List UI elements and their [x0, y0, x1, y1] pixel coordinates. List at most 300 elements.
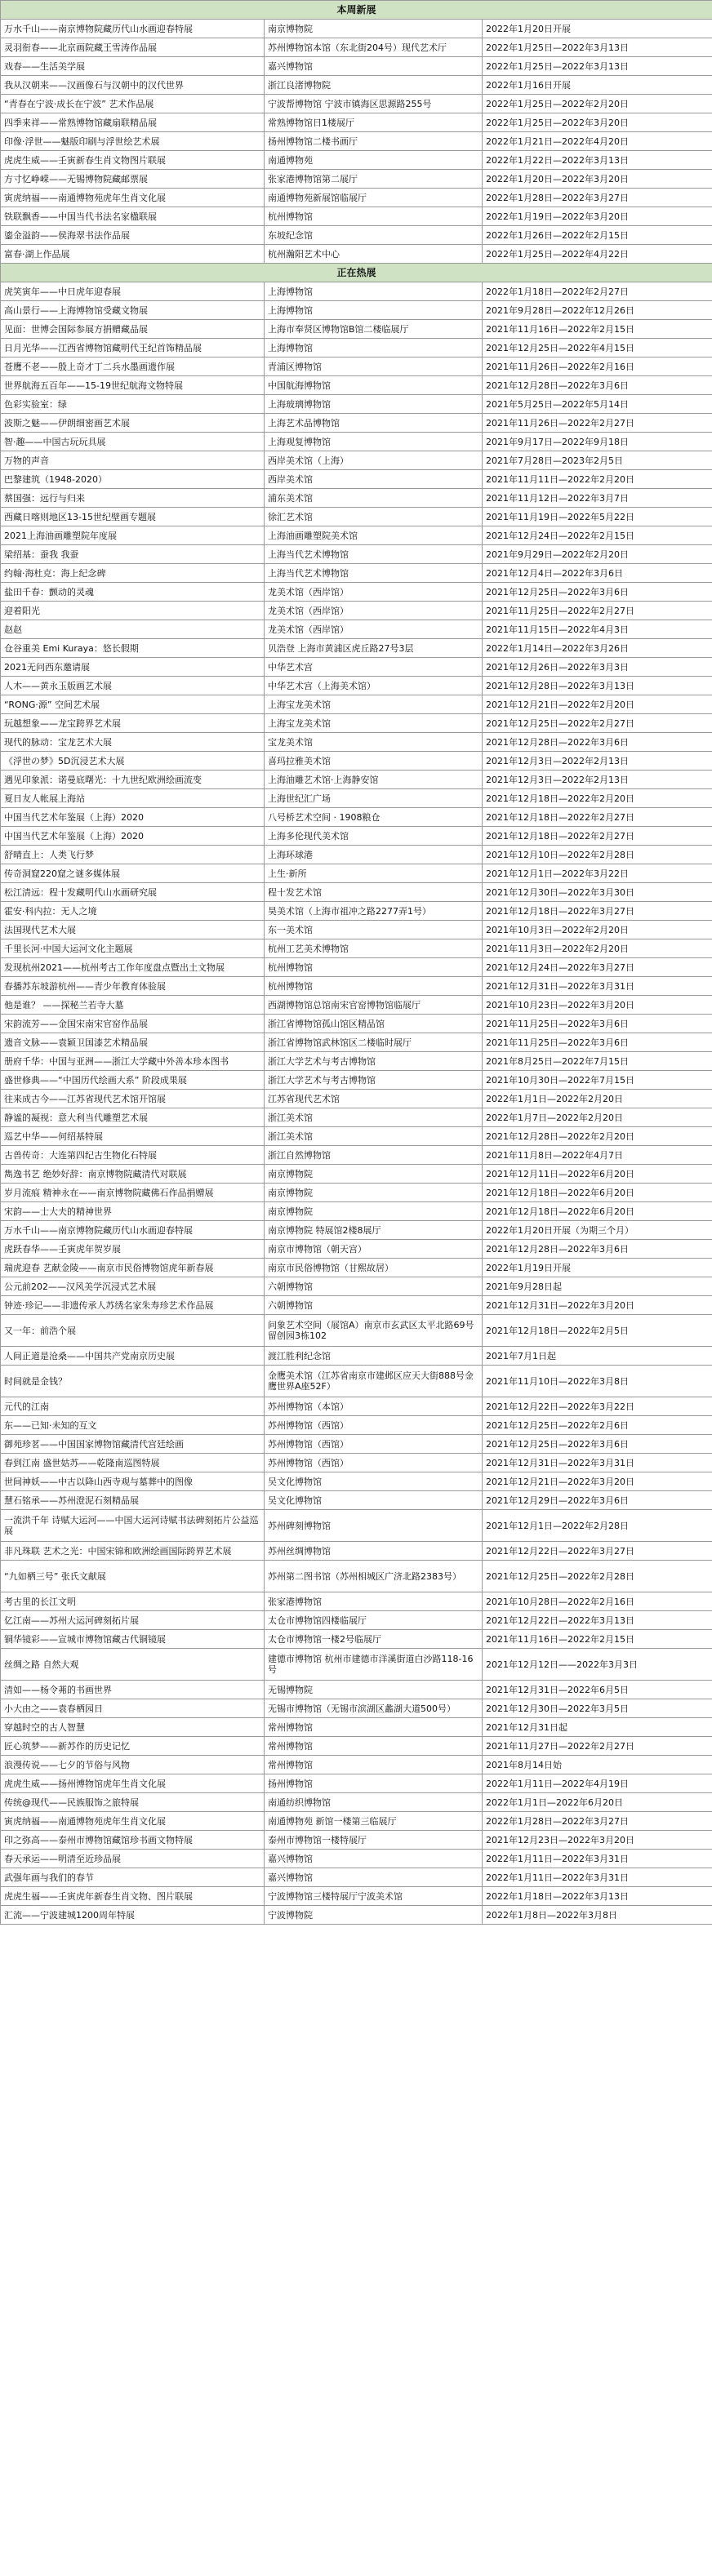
table-row — [1, 38, 712, 57]
venue-cell: 上海玻璃博物馆 — [265, 395, 483, 414]
venue-cell: 嘉兴博物馆 — [265, 1850, 483, 1868]
table-row — [1, 57, 712, 76]
exhibition-name-cell: 人间正道是沧桑——中国共产党南京历史展 — [1, 1347, 265, 1366]
date-cell: 2022年1月7日—2022年2月20日 — [483, 1108, 712, 1127]
venue-cell: 龙美术馆（西岸馆） — [265, 602, 483, 620]
exhibition-name-cell: 汇流——宁波建城1200周年特展 — [1, 1906, 265, 1925]
venue-cell: 东一美术馆 — [265, 921, 483, 939]
date-cell: 2021年12月29日—2022年3月6日 — [483, 1491, 712, 1510]
table-row — [1, 433, 712, 451]
date-cell: 2022年1月26日—2022年2月15日 — [483, 226, 712, 245]
table-row — [1, 789, 712, 808]
venue-cell: 六朝博物馆 — [265, 1296, 483, 1315]
venue-cell: 上海博物馆 — [265, 339, 483, 358]
table-row — [1, 1472, 712, 1491]
date-cell: 2022年1月11日—2022年4月19日 — [483, 1774, 712, 1793]
date-cell: 2021年12月28日—2022年2月20日 — [483, 1127, 712, 1146]
venue-cell: 徐汇艺术馆 — [265, 508, 483, 526]
date-cell: 2022年1月19日开展 — [483, 1259, 712, 1277]
date-cell: 2021年11月11日—2022年2月20日 — [483, 470, 712, 489]
venue-cell: 浙江省博物馆孤山馆区精品馆 — [265, 1015, 483, 1033]
date-cell: 2021年11月26日—2022年2月27日 — [483, 414, 712, 433]
date-cell: 2021年12月31日—2022年6月5日 — [483, 1681, 712, 1699]
table-row — [1, 339, 712, 358]
table-row — [1, 1510, 712, 1542]
date-cell: 2022年1月25日—2022年3月20日 — [483, 113, 712, 132]
venue-cell: 东坡纪念馆 — [265, 226, 483, 245]
date-cell: 2021年11月25日—2022年2月27日 — [483, 602, 712, 620]
exhibition-name-cell: 公元前202——汉风美学沉浸式艺术展 — [1, 1277, 265, 1296]
table-row — [1, 620, 712, 639]
table-row — [1, 1397, 712, 1416]
table-row — [1, 1542, 712, 1561]
table-row — [1, 1630, 712, 1649]
exhibition-name-cell: 册府千华：中国与亚洲——浙江大学藏中外善本珍本图书 — [1, 1052, 265, 1071]
exhibition-name-cell: 他是谁？ ——探秘兰若寺大墓 — [1, 996, 265, 1015]
date-cell: 2021年7月28日—2023年2月5日 — [483, 451, 712, 470]
venue-cell: 喜玛拉雅美术馆 — [265, 752, 483, 771]
venue-cell: 浙江良渚博物院 — [265, 76, 483, 95]
table-row — [1, 771, 712, 789]
venue-cell: 浙江大学艺术与考古博物馆 — [265, 1052, 483, 1071]
exhibition-name-cell: 印之弥高——泰州市博物馆藏馆珍书画文物特展 — [1, 1831, 265, 1850]
exhibition-name-cell: 匠心筑梦——新苏作的历史记忆 — [1, 1737, 265, 1756]
exhibition-name-cell: 万水千山——南京博物院藏历代山水画迎春特展 — [1, 1221, 265, 1240]
date-cell: 2021年11月26日—2022年2月16日 — [483, 358, 712, 376]
venue-cell: 泰州市博物馆一楼特展厅 — [265, 1831, 483, 1850]
venue-cell: 上海市奉贤区博物馆B馆二楼临展厅 — [265, 320, 483, 339]
exhibition-name-cell: 穿越时空的古人智慧 — [1, 1718, 265, 1737]
venue-cell: 苏州博物馆（本馆） — [265, 1397, 483, 1416]
exhibition-name-cell: 仓谷重美 Emi Kuraya：悠长假期 — [1, 639, 265, 658]
table-row — [1, 752, 712, 771]
venue-cell: 常州博物馆 — [265, 1737, 483, 1756]
exhibition-name-cell: 我从汉朝来——汉画像石与汉朝中的汉代世界 — [1, 76, 265, 95]
exhibition-name-cell: 盛世修典——“中国历代绘画大系” 阶段成果展 — [1, 1071, 265, 1090]
venue-cell: 上海宝龙美术馆 — [265, 695, 483, 714]
venue-cell: 上海油画雕塑院美术馆 — [265, 526, 483, 545]
table-row — [1, 939, 712, 958]
table-row — [1, 602, 712, 620]
table-row — [1, 170, 712, 189]
date-cell: 2022年1月18日—2022年2月27日 — [483, 282, 712, 301]
date-cell: 2021年11月15日—2022年4月3日 — [483, 620, 712, 639]
exhibition-name-cell: 人木——黄永玉版画艺术展 — [1, 677, 265, 695]
table-row — [1, 508, 712, 526]
venue-cell: 太仓市博物馆一楼2号临展厅 — [265, 1630, 483, 1649]
exhibition-name-cell: 舒晴直上：人类飞行梦 — [1, 846, 265, 864]
table-row — [1, 1366, 712, 1397]
date-cell: 2021年8月14日始 — [483, 1756, 712, 1774]
venue-cell: 南京博物院 特展馆2楼8展厅 — [265, 1221, 483, 1240]
date-cell: 2021年11月3日—2022年2月20日 — [483, 939, 712, 958]
table-row — [1, 1718, 712, 1737]
exhibition-name-cell: 东——已知·未知的互文 — [1, 1416, 265, 1435]
venue-cell: 苏州第二图书馆（苏州相城区广济北路2383号） — [265, 1561, 483, 1592]
venue-cell: 上生·新所 — [265, 864, 483, 883]
exhibition-name-cell: 巴黎建筑（1948-2020） — [1, 470, 265, 489]
table-row — [1, 76, 712, 95]
date-cell: 2021年9月28日起 — [483, 1277, 712, 1296]
exhibition-name-cell: 宋韵——士大夫的精神世界 — [1, 1202, 265, 1221]
date-cell: 2022年1月18日—2022年3月13日 — [483, 1887, 712, 1906]
table-row — [1, 1561, 712, 1592]
exhibition-name-cell: 雋逸书艺 绝妙好辞：南京博物院藏清代对联展 — [1, 1165, 265, 1184]
date-cell: 2021年12月28日—2022年3月6日 — [483, 376, 712, 395]
venue-cell: 杭州博物馆 — [265, 958, 483, 977]
exhibition-name-cell: 迎着阳光 — [1, 602, 265, 620]
venue-cell: 西岸美术馆（上海） — [265, 451, 483, 470]
table-row — [1, 1108, 712, 1127]
venue-cell: 昊美术馆（上海市祖冲之路2277弄1号） — [265, 902, 483, 921]
exhibition-name-cell: 霍安·科内拉：无人之境 — [1, 902, 265, 921]
table-row — [1, 883, 712, 902]
table-row — [1, 151, 712, 170]
date-cell: 2021年12月18日—2022年6月20日 — [483, 1184, 712, 1202]
table-row — [1, 1435, 712, 1454]
exhibition-name-cell: 世间神妖——中古以降山西寺观与墓葬中的图像 — [1, 1472, 265, 1491]
date-cell: 2021年12月28日—2022年3月13日 — [483, 677, 712, 695]
table-row — [1, 1315, 712, 1347]
venue-cell: 嘉兴博物馆 — [265, 57, 483, 76]
exhibition-name-cell: 现代的脉动：宝龙艺术大展 — [1, 733, 265, 752]
table-row — [1, 1592, 712, 1611]
date-cell: 2021年11月10日—2022年3月8日 — [483, 1366, 712, 1397]
table-row — [1, 1774, 712, 1793]
table-row — [1, 1906, 712, 1925]
venue-cell: 上海环球港 — [265, 846, 483, 864]
exhibition-name-cell: 武强年画与我们的春节 — [1, 1868, 265, 1887]
venue-cell: 杭州工艺美术博物馆 — [265, 939, 483, 958]
venue-cell: 苏州博物馆（西馆） — [265, 1435, 483, 1454]
table-row — [1, 1649, 712, 1681]
exhibition-name-cell: 宋韵流芳——金国宋南宋官窑作品展 — [1, 1015, 265, 1033]
table-row — [1, 827, 712, 846]
table-row — [1, 864, 712, 883]
date-cell: 2021年10月23日—2022年3月20日 — [483, 996, 712, 1015]
date-cell: 2022年1月11日—2022年3月31日 — [483, 1850, 712, 1868]
table-row — [1, 1015, 712, 1033]
date-cell: 2022年1月19日—2022年3月20日 — [483, 207, 712, 226]
date-cell: 2021年5月25日—2022年5月14日 — [483, 395, 712, 414]
exhibition-name-cell: 苍鹰不老——殷上奇才丁二兵水墨画遗作展 — [1, 358, 265, 376]
table-row — [1, 714, 712, 733]
table-row — [1, 1240, 712, 1259]
exhibition-name-cell: 铜华镜彩——宣城市博物馆藏古代铜镜展 — [1, 1630, 265, 1649]
exhibition-name-cell: 时间就是金钱？ — [1, 1366, 265, 1397]
venue-cell: 上海艺术品博物馆 — [265, 414, 483, 433]
venue-cell: 宁波帮博物馆 宁波市镇海区思源路255号 — [265, 95, 483, 113]
exhibition-name-cell: 传奇洞窟220窟之谜多媒体展 — [1, 864, 265, 883]
venue-cell: 浙江美术馆 — [265, 1127, 483, 1146]
venue-cell: 南京市博物馆（朝天宫） — [265, 1240, 483, 1259]
table-row — [1, 376, 712, 395]
date-cell: 2021年12月1日—2022年2月28日 — [483, 1510, 712, 1542]
exhibition-name-cell: 世界航海五百年——15-19世纪航海文物特展 — [1, 376, 265, 395]
venue-cell: 宝龙美术馆 — [265, 733, 483, 752]
exhibition-name-cell: 清如——杨令茀的书画世界 — [1, 1681, 265, 1699]
exhibition-name-cell: 约翰·海杜克：海上纪念碑 — [1, 564, 265, 583]
date-cell: 2021年12月23日—2022年3月20日 — [483, 1831, 712, 1850]
exhibition-name-cell: 高山景行——上海博物馆受藏文物展 — [1, 301, 265, 320]
table-row — [1, 639, 712, 658]
venue-cell: 上海当代艺术博物馆 — [265, 545, 483, 564]
date-cell: 2021年11月25日—2022年3月6日 — [483, 1033, 712, 1052]
table-row — [1, 1090, 712, 1108]
venue-cell: 江苏省现代艺术馆 — [265, 1090, 483, 1108]
table-row — [1, 1416, 712, 1435]
venue-cell: 宁波博物馆三楼特展厅宁波美术馆 — [265, 1887, 483, 1906]
venue-cell: 南通博物苑新展馆临展厅 — [265, 189, 483, 207]
date-cell: 2021年10月30日—2022年7月15日 — [483, 1071, 712, 1090]
venue-cell: 南通博物苑 新馆一楼第三临展厅 — [265, 1812, 483, 1831]
date-cell: 2021年12月3日—2022年2月13日 — [483, 771, 712, 789]
date-cell: 2021年12月31日起 — [483, 1718, 712, 1737]
date-cell: 2022年1月21日—2022年4月20日 — [483, 132, 712, 151]
exhibition-name-cell: 《浮世の梦》5D沉浸艺术大展 — [1, 752, 265, 771]
date-cell: 2022年1月8日—2022年3月8日 — [483, 1906, 712, 1925]
date-cell: 2021年12月4日—2022年3月6日 — [483, 564, 712, 583]
date-cell: 2021年8月25日—2022年7月15日 — [483, 1052, 712, 1071]
venue-cell: 苏州碑刻博物馆 — [265, 1510, 483, 1542]
table-row — [1, 1221, 712, 1240]
exhibition-name-cell: 千里长河·中国大运河文化主题展 — [1, 939, 265, 958]
exhibition-name-cell: 钟迹·珍记——非遗传承人苏绣名家朱寿珍艺术作品展 — [1, 1296, 265, 1315]
date-cell: 2021年9月28日—2022年12月26日 — [483, 301, 712, 320]
date-cell: 2021年11月8日—2022年4月7日 — [483, 1146, 712, 1165]
exhibition-name-cell: 岁月流痕 精神永在——南京博物院藏佛石作品捐赠展 — [1, 1184, 265, 1202]
exhibition-name-cell: 梁绍基：蚕我 我蚕 — [1, 545, 265, 564]
table-row — [1, 1033, 712, 1052]
table-row — [1, 1491, 712, 1510]
section-header — [1, 264, 712, 282]
venue-cell: 八号桥艺术空间 · 1908粮仓 — [265, 808, 483, 827]
venue-cell: 扬州博物馆 — [265, 1774, 483, 1793]
table-row — [1, 545, 712, 564]
table-row — [1, 1146, 712, 1165]
exhibition-name-cell: 往来成古今——江苏省现代艺术馆开馆展 — [1, 1090, 265, 1108]
date-cell: 2021年12月24日—2022年2月15日 — [483, 526, 712, 545]
venue-cell: 贝浩登 上海市黄浦区虎丘路27号3层 — [265, 639, 483, 658]
date-cell: 2021年11月27日—2022年2月27日 — [483, 1737, 712, 1756]
date-cell: 2022年1月20日—2022年3月20日 — [483, 170, 712, 189]
date-cell: 2022年1月25日—2022年3月13日 — [483, 57, 712, 76]
exhibition-table-body — [1, 1, 712, 1925]
date-cell: 2021年12月24日—2022年3月27日 — [483, 958, 712, 977]
table-row — [1, 1831, 712, 1850]
exhibition-name-cell: 方寸忆峥嵘——无锡博物院藏邮票展 — [1, 170, 265, 189]
table-row — [1, 1454, 712, 1472]
date-cell: 2021年12月22日—2022年3月13日 — [483, 1611, 712, 1630]
venue-cell: 南京博物院 — [265, 1165, 483, 1184]
table-row — [1, 583, 712, 602]
table-row — [1, 1793, 712, 1812]
table-row — [1, 1184, 712, 1202]
exhibition-name-cell: “青春在宁波·成长在宁波” 艺术作品展 — [1, 95, 265, 113]
table-row — [1, 132, 712, 151]
exhibition-name-cell: 戏春——生活美学展 — [1, 57, 265, 76]
table-row — [1, 1699, 712, 1718]
venue-cell: 无锡市博物馆（无锡市滨湖区蠡湖大道500号） — [265, 1699, 483, 1718]
table-row — [1, 414, 712, 433]
exhibition-name-cell: 虎虎生威——扬州博物馆虎年生肖文化展 — [1, 1774, 265, 1793]
table-row — [1, 1165, 712, 1184]
exhibition-name-cell: 印像·浮世——魅版印刷与浮世绘艺术展 — [1, 132, 265, 151]
exhibition-name-cell: 又一年：前浩个展 — [1, 1315, 265, 1347]
table-row — [1, 1737, 712, 1756]
venue-cell: 龙美术馆（西岸馆） — [265, 620, 483, 639]
date-cell: 2021年12月18日—2022年6月20日 — [483, 1202, 712, 1221]
exhibition-name-cell: 波斯之魅——伊朗细密画艺术展 — [1, 414, 265, 433]
table-row — [1, 1202, 712, 1221]
exhibition-name-cell: “RONG·源” 空间艺术展 — [1, 695, 265, 714]
venue-cell: 上海多伦现代美术馆 — [265, 827, 483, 846]
date-cell: 2021年12月22日—2022年3月27日 — [483, 1542, 712, 1561]
exhibition-name-cell: 亿江南——苏州大运河碑刻拓片展 — [1, 1611, 265, 1630]
date-cell: 2021年12月30日—2022年3月30日 — [483, 883, 712, 902]
date-cell: 2021年12月11日—2022年6月20日 — [483, 1165, 712, 1184]
table-row — [1, 320, 712, 339]
date-cell: 2021年12月25日—2022年2月28日 — [483, 1561, 712, 1592]
exhibition-name-cell: 2021无问西东邀请展 — [1, 658, 265, 677]
date-cell: 2022年1月16日开展 — [483, 76, 712, 95]
exhibition-name-cell: 考古里的长江文明 — [1, 1592, 265, 1611]
exhibition-name-cell: 西藏日喀则地区13-15世纪壁画专题展 — [1, 508, 265, 526]
date-cell: 2021年12月18日—2022年2月5日 — [483, 1315, 712, 1347]
date-cell: 2022年1月25日—2022年3月13日 — [483, 38, 712, 57]
venue-cell: 中国航海博物馆 — [265, 376, 483, 395]
exhibition-name-cell: 虎虎生威——壬寅新春生肖文物图片联展 — [1, 151, 265, 170]
venue-cell: 南通纺织博物馆 — [265, 1793, 483, 1812]
table-row — [1, 95, 712, 113]
date-cell: 2021年12月21日—2022年2月20日 — [483, 695, 712, 714]
date-cell: 2021年12月18日—2022年2月27日 — [483, 808, 712, 827]
date-cell: 2021年12月25日—2022年4月15日 — [483, 339, 712, 358]
exhibition-name-cell: 寅虎纳福——南通博物苑虎年生肖文化展 — [1, 189, 265, 207]
venue-cell: 南京博物院 — [265, 1184, 483, 1202]
venue-cell: 上海当代艺术博物馆 — [265, 564, 483, 583]
date-cell: 2021年9月17日—2022年9月18日 — [483, 433, 712, 451]
venue-cell: 渡江胜利纪念馆 — [265, 1347, 483, 1366]
section-title: 正在热展 — [1, 264, 712, 282]
date-cell: 2021年12月25日—2022年3月6日 — [483, 583, 712, 602]
exhibition-name-cell: 2021上海油画雕塑院年度展 — [1, 526, 265, 545]
venue-cell: 苏州博物馆（西馆） — [265, 1416, 483, 1435]
exhibition-name-cell: 瑞虎迎春 艺献金陵——南京市民俗博物馆虎年新春展 — [1, 1259, 265, 1277]
exhibition-name-cell: “九如栖三号” 张氏文献展 — [1, 1561, 265, 1592]
table-row — [1, 677, 712, 695]
venue-cell: 青浦区博物馆 — [265, 358, 483, 376]
table-row — [1, 1127, 712, 1146]
venue-cell: 南京博物院 — [265, 20, 483, 38]
table-row — [1, 1296, 712, 1315]
exhibition-name-cell: 巡艺中华——何绍基特展 — [1, 1127, 265, 1146]
date-cell: 2021年7月1日起 — [483, 1347, 712, 1366]
venue-cell: 张家港博物馆 — [265, 1592, 483, 1611]
table-row — [1, 1812, 712, 1831]
venue-cell: 常州博物馆 — [265, 1718, 483, 1737]
venue-cell: 常熟博物馆日1楼展厅 — [265, 113, 483, 132]
exhibition-name-cell: 遗音文脉——袁颖卫国漆艺术精品展 — [1, 1033, 265, 1052]
venue-cell: 吴文化博物馆 — [265, 1491, 483, 1510]
venue-cell: 常州博物馆 — [265, 1756, 483, 1774]
table-row — [1, 958, 712, 977]
date-cell: 2022年1月14日—2022年3月26日 — [483, 639, 712, 658]
table-row — [1, 451, 712, 470]
exhibition-name-cell: 松江清远：程十发藏明代山水画研究展 — [1, 883, 265, 902]
venue-cell: 浙江省博物馆武林馆区二楼临时展厅 — [265, 1033, 483, 1052]
date-cell: 2021年12月28日—2022年3月6日 — [483, 1240, 712, 1259]
table-row — [1, 921, 712, 939]
exhibition-name-cell: 丝绸之路 自然大观 — [1, 1649, 265, 1681]
date-cell: 2021年12月10日—2022年2月28日 — [483, 846, 712, 864]
exhibition-name-cell: 盐田千春：颤动的灵魂 — [1, 583, 265, 602]
venue-cell: 建德市博物馆 杭州市建德市洋溪街道白沙路118-16号 — [265, 1649, 483, 1681]
venue-cell: 上海博物馆 — [265, 282, 483, 301]
table-row — [1, 902, 712, 921]
exhibition-name-cell: 赵赵 — [1, 620, 265, 639]
date-cell: 2021年12月18日—2022年2月27日 — [483, 827, 712, 846]
table-row — [1, 658, 712, 677]
date-cell: 2021年12月31日—2022年3月20日 — [483, 1296, 712, 1315]
venue-cell: 南通博物苑 — [265, 151, 483, 170]
date-cell: 2021年12月21日—2022年3月20日 — [483, 1472, 712, 1491]
table-row — [1, 564, 712, 583]
table-row — [1, 1259, 712, 1277]
date-cell: 2021年11月12日—2022年3月7日 — [483, 489, 712, 508]
exhibition-name-cell: 万水千山——南京博物院藏历代山水画迎春特展 — [1, 20, 265, 38]
table-row — [1, 1681, 712, 1699]
table-row — [1, 395, 712, 414]
exhibition-name-cell: 中国当代艺术年鉴展（上海）2020 — [1, 827, 265, 846]
exhibition-name-cell: 虎跃春华——壬寅虎年贺岁展 — [1, 1240, 265, 1259]
exhibition-name-cell: 蔡国强：远行与归来 — [1, 489, 265, 508]
table-row — [1, 20, 712, 38]
table-row — [1, 1347, 712, 1366]
venue-cell: 中华艺术宫 — [265, 658, 483, 677]
table-row — [1, 808, 712, 827]
table-row — [1, 1887, 712, 1906]
date-cell: 2022年1月22日—2022年3月13日 — [483, 151, 712, 170]
table-row — [1, 207, 712, 226]
date-cell: 2021年12月25日—2022年2月27日 — [483, 714, 712, 733]
date-cell: 2021年12月30日—2022年3月5日 — [483, 1699, 712, 1718]
venue-cell: 上海世纪汇广场 — [265, 789, 483, 808]
table-row — [1, 1052, 712, 1071]
table-row — [1, 526, 712, 545]
exhibition-name-cell: 虎笑寅年——中日虎年迎春展 — [1, 282, 265, 301]
date-cell: 2022年1月20日开展（为期三个月） — [483, 1221, 712, 1240]
exhibition-name-cell: 非凡珠联 艺术之光：中国宋锦和欧洲绘画国际跨界艺术展 — [1, 1542, 265, 1561]
exhibition-name-cell: 春天承运——明清至近珍品展 — [1, 1850, 265, 1868]
date-cell: 2021年12月28日—2022年3月6日 — [483, 733, 712, 752]
venue-cell: 吴文化博物馆 — [265, 1472, 483, 1491]
date-cell: 2022年1月25日—2022年2月20日 — [483, 95, 712, 113]
table-row — [1, 996, 712, 1015]
exhibition-name-cell: 铁联飘香——中国当代书法名家楹联展 — [1, 207, 265, 226]
table-row — [1, 1611, 712, 1630]
date-cell: 2021年12月25日—2022年2月6日 — [483, 1416, 712, 1435]
exhibition-name-cell: 智·趣——中国古玩玩具展 — [1, 433, 265, 451]
venue-cell: 六朝博物馆 — [265, 1277, 483, 1296]
exhibition-name-cell: 一流洪千年 诗赋大运河——中国大运河诗赋书法碑刻拓片公益巡展 — [1, 1510, 265, 1542]
date-cell: 2021年12月31日—2022年3月31日 — [483, 977, 712, 996]
exhibition-name-cell: 遇见印象派：诺曼底曙光：十九世纪欧洲绘画流变 — [1, 771, 265, 789]
date-cell: 2022年1月1日—2022年6月20日 — [483, 1793, 712, 1812]
date-cell: 2021年12月31日—2022年3月31日 — [483, 1454, 712, 1472]
venue-cell: 杭州博物馆 — [265, 207, 483, 226]
venue-cell: 太仓市博物馆四楼临展厅 — [265, 1611, 483, 1630]
